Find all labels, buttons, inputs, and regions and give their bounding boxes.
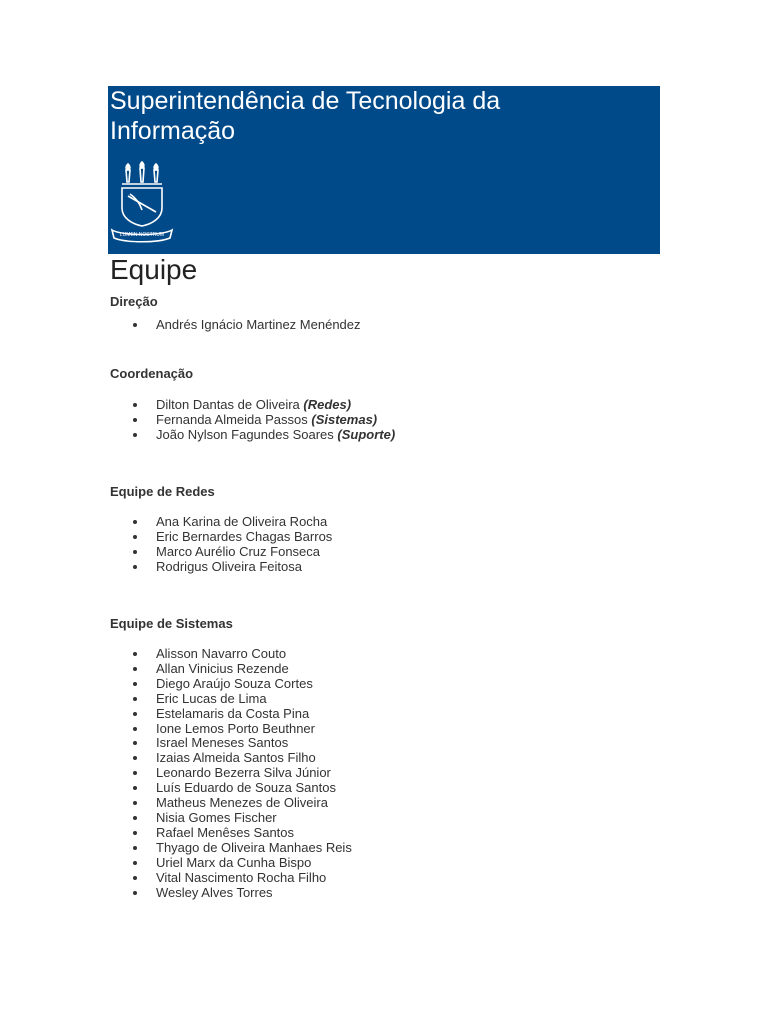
section-heading-redes: Equipe de Redes bbox=[110, 484, 215, 499]
list-item: Vital Nascimento Rocha Filho bbox=[110, 871, 352, 886]
list-item: Fernanda Almeida Passos (Sistemas) bbox=[110, 413, 395, 428]
page-title: Equipe bbox=[110, 254, 198, 285]
list-item: Leonardo Bezerra Silva Júnior bbox=[110, 766, 352, 781]
list-item: Luís Eduardo de Souza Santos bbox=[110, 781, 352, 796]
list-item: Nisia Gomes Fischer bbox=[110, 811, 352, 826]
list-item: Eric Bernardes Chagas Barros bbox=[110, 530, 332, 545]
list-item: Matheus Menezes de Oliveira bbox=[110, 796, 352, 811]
section-heading-sistemas: Equipe de Sistemas bbox=[110, 616, 233, 631]
list-sistemas bbox=[110, 647, 352, 900]
list-item: Ana Karina de Oliveira Rocha bbox=[110, 515, 332, 530]
header-banner bbox=[108, 86, 660, 254]
list-item: Marco Aurélio Cruz Fonseca bbox=[110, 545, 332, 560]
list-redes bbox=[110, 515, 332, 575]
list-item: Eric Lucas de Lima bbox=[110, 692, 352, 707]
crest-motto: LUMEN NOSTRUM bbox=[119, 232, 165, 238]
list-item: Alisson Navarro Couto bbox=[110, 647, 352, 662]
list-item: Diego Araújo Souza Cortes bbox=[110, 677, 352, 692]
section-heading-direcao: Direção bbox=[110, 294, 158, 309]
role-label: (Suporte) bbox=[337, 426, 396, 442]
list-item: Izaias Almeida Santos Filho bbox=[110, 751, 352, 766]
list-item: Dilton Dantas de Oliveira (Redes) bbox=[110, 398, 395, 413]
banner-title-line1: Superintendência de Tecnologia da bbox=[110, 87, 501, 115]
list-coordenacao bbox=[110, 398, 395, 443]
banner-title bbox=[110, 86, 650, 146]
list-item: Rafael Menêses Santos bbox=[110, 826, 352, 841]
ufs-crest-icon bbox=[110, 160, 174, 244]
list-item: João Nylson Fagundes Soares (Suporte) bbox=[110, 428, 395, 443]
list-item: Israel Meneses Santos bbox=[110, 736, 352, 751]
role-label: (Redes) bbox=[303, 397, 352, 412]
list-direcao bbox=[110, 318, 361, 333]
banner-title-line2: Informação bbox=[110, 117, 236, 145]
section-heading-coordenacao: Coordenação bbox=[110, 366, 194, 381]
list-item: Estelamaris da Costa Pina bbox=[110, 707, 352, 722]
list-item: Wesley Alves Torres bbox=[110, 886, 352, 901]
list-item: Rodrigus Oliveira Feitosa bbox=[110, 560, 332, 575]
list-item: Andrés Ignácio Martinez Menéndez bbox=[110, 318, 361, 333]
role-label: (Sistemas) bbox=[311, 411, 378, 427]
list-item: Thyago de Oliveira Manhaes Reis bbox=[110, 841, 352, 856]
list-item: Uriel Marx da Cunha Bispo bbox=[110, 856, 352, 871]
list-item: Allan Vinicius Rezende bbox=[110, 662, 352, 677]
list-item: Ione Lemos Porto Beuthner bbox=[110, 722, 352, 737]
